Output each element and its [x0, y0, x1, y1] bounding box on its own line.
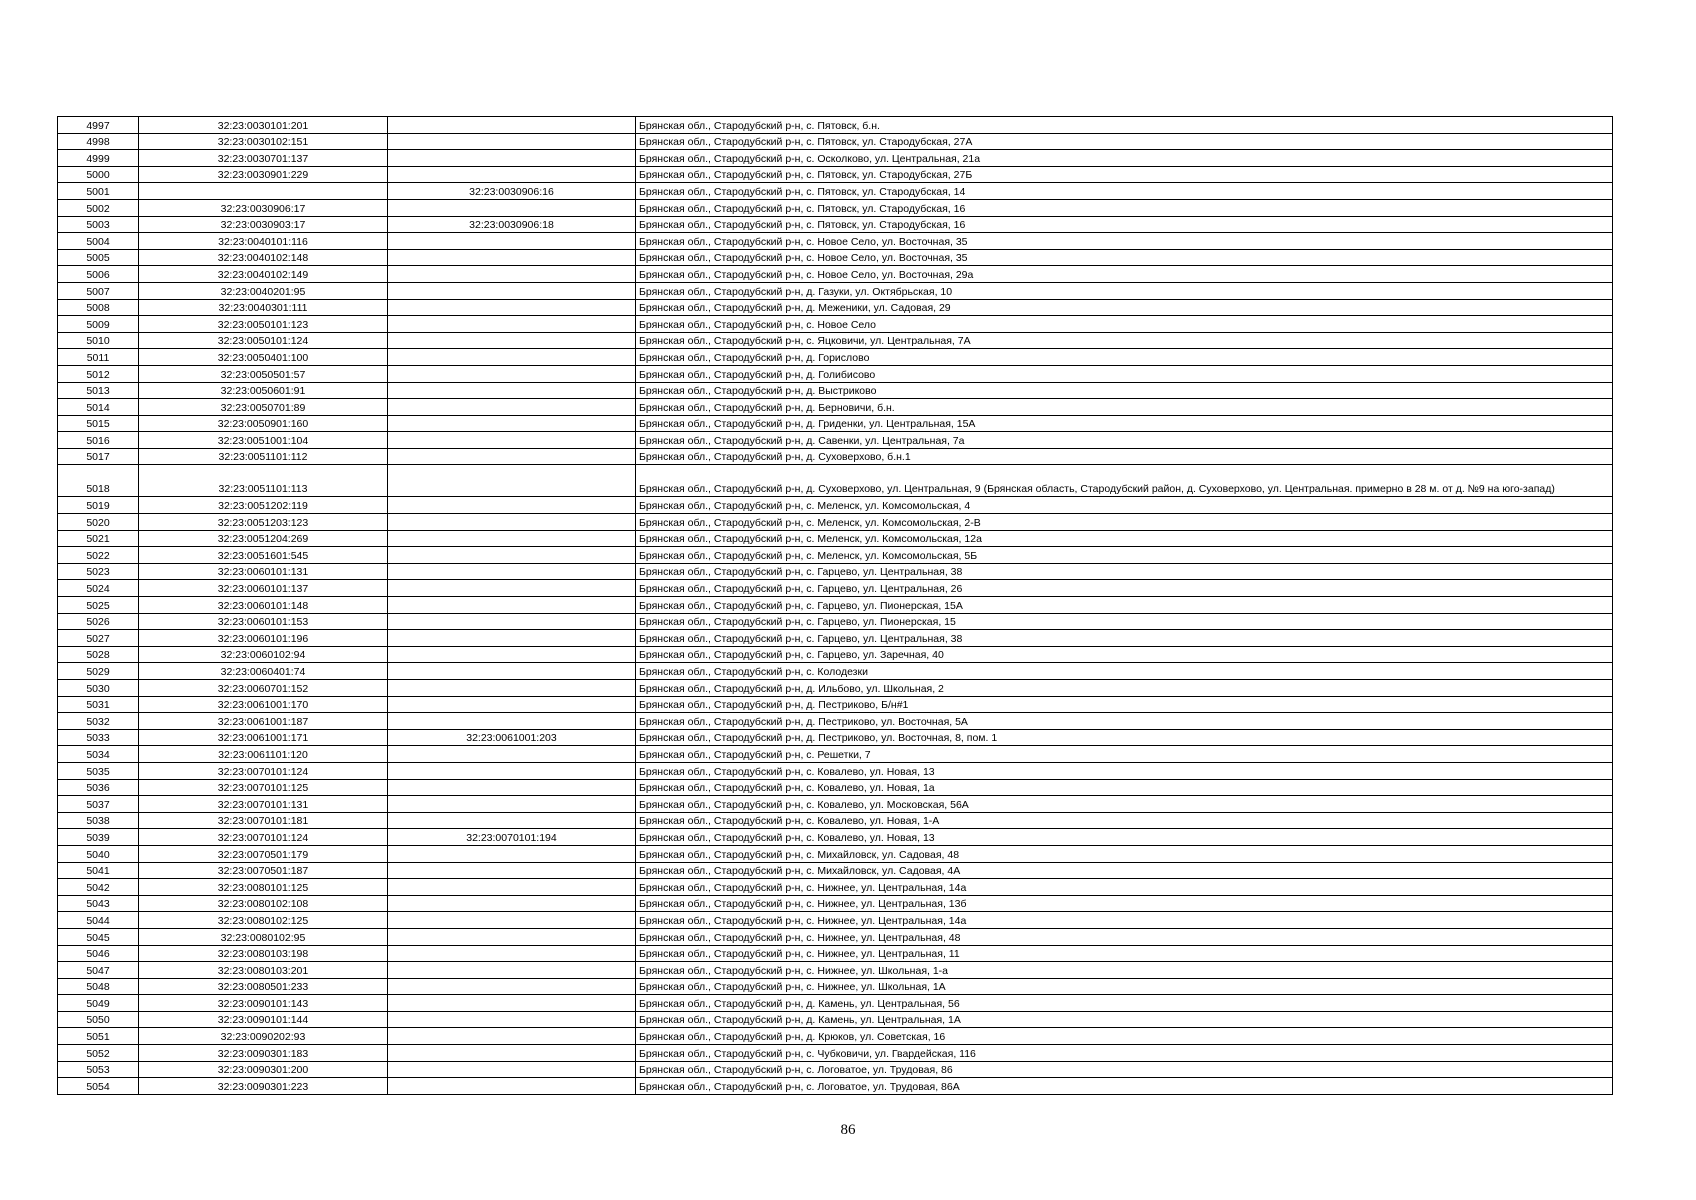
table-row: [58, 117, 1613, 134]
address-cell: Брянская обл., Стародубский р-н, с. Осколково, ул. Центральная, 21а: [636, 150, 1613, 167]
address-cell: Брянская обл., Стародубский р-н, с. Логоватое, ул. Трудовая, 86: [636, 1061, 1613, 1078]
related-cadastral-number-cell: [388, 1011, 636, 1028]
address-cell: Брянская обл., Стародубский р-н, д. Ильбово, ул. Школьная, 2: [636, 680, 1613, 697]
cadastral-number-cell: 32:23:0070101:181: [139, 812, 388, 829]
cadastral-number-cell: 32:23:0050101:123: [139, 316, 388, 333]
address-cell: Брянская обл., Стародубский р-н, с. Меленск, ул. Комсомольская, 12а: [636, 530, 1613, 547]
row-number-cell: 5029: [58, 663, 139, 680]
address-cell: Брянская обл., Стародубский р-н, с. Нижнее, ул. Школьная, 1А: [636, 978, 1613, 995]
row-number-cell: 5008: [58, 299, 139, 316]
row-number-cell: 5003: [58, 216, 139, 233]
table-row: [58, 580, 1613, 597]
row-number-cell: 5052: [58, 1045, 139, 1062]
row-number-cell: 5051: [58, 1028, 139, 1045]
address-cell: Брянская обл., Стародубский р-н, с. Гарцево, ул. Заречная, 40: [636, 646, 1613, 663]
cadastral-number-cell: 32:23:0060101:131: [139, 563, 388, 580]
row-number-cell: 5042: [58, 879, 139, 896]
related-cadastral-number-cell: [388, 233, 636, 250]
table-row: [58, 862, 1613, 879]
cadastral-number-cell: 32:23:0061101:120: [139, 746, 388, 763]
cadastral-number-cell: 32:23:0090301:223: [139, 1078, 388, 1095]
row-number-cell: 5030: [58, 680, 139, 697]
table-row: [58, 233, 1613, 250]
cadastral-number-cell: 32:23:0080501:233: [139, 978, 388, 995]
address-cell: Брянская обл., Стародубский р-н, д. Горислово: [636, 349, 1613, 366]
related-cadastral-number-cell: [388, 978, 636, 995]
related-cadastral-number-cell: [388, 150, 636, 167]
row-number-cell: 5034: [58, 746, 139, 763]
page-number: 86: [840, 1122, 856, 1138]
address-cell: Брянская обл., Стародубский р-н, с. Нижнее, ул. Центральная, 14а: [636, 912, 1613, 929]
cadastral-number-cell: 32:23:0040201:95: [139, 282, 388, 299]
table-row: [58, 779, 1613, 796]
address-cell: Брянская обл., Стародубский р-н, д. Голибисово: [636, 365, 1613, 382]
row-number-cell: 5024: [58, 580, 139, 597]
address-cell: Брянская обл., Стародубский р-н, с. Ковалево, ул. Новая, 13: [636, 829, 1613, 846]
cadastral-number-cell: 32:23:0070101:131: [139, 796, 388, 813]
row-number-cell: 5017: [58, 448, 139, 465]
related-cadastral-number-cell: [388, 928, 636, 945]
cadastral-number-cell: 32:23:0070501:187: [139, 862, 388, 879]
related-cadastral-number-cell: [388, 995, 636, 1012]
address-cell: Брянская обл., Стародубский р-н, с. Решетки, 7: [636, 746, 1613, 763]
address-cell: Брянская обл., Стародубский р-н, д. Пестриково, Б/н#1: [636, 696, 1613, 713]
address-cell: Брянская обл., Стародубский р-н, с. Яцковичи, ул. Центральная, 7А: [636, 332, 1613, 349]
cadastral-number-cell: 32:23:0040101:116: [139, 233, 388, 250]
cadastral-number-cell: 32:23:0060101:196: [139, 630, 388, 647]
address-cell: Брянская обл., Стародубский р-н, д. Суховерхово, б.н.1: [636, 448, 1613, 465]
address-cell: Брянская обл., Стародубский р-н, с. Гарцево, ул. Центральная, 38: [636, 630, 1613, 647]
address-cell: Брянская обл., Стародубский р-н, д. Суховерхово, ул. Центральная, 9 (Брянская область, Стародубский район, д. Суховерхово, ул. Центральная. примерно в 28 м. от д. №9 на юго-запад): [636, 465, 1613, 497]
related-cadastral-number-cell: [388, 1028, 636, 1045]
address-cell: Брянская обл., Стародубский р-н, д. Меженики, ул. Садовая, 29: [636, 299, 1613, 316]
address-cell: Брянская обл., Стародубский р-н, с. Чубковичи, ул. Гвардейская, 116: [636, 1045, 1613, 1062]
related-cadastral-number-cell: [388, 448, 636, 465]
table-row: [58, 166, 1613, 183]
address-cell: Брянская обл., Стародубский р-н, с. Пятовск, ул. Стародубская, 27Б: [636, 166, 1613, 183]
table-row: [58, 432, 1613, 449]
address-cell: Брянская обл., Стародубский р-н, с. Меленск, ул. Комсомольская, 5Б: [636, 547, 1613, 564]
address-cell: Брянская обл., Стародубский р-н, д. Камень, ул. Центральная, 56: [636, 995, 1613, 1012]
cadastral-number-cell: 32:23:0050401:100: [139, 349, 388, 366]
row-number-cell: 5036: [58, 779, 139, 796]
address-cell: Брянская обл., Стародубский р-н, д. Берновичи, б.н.: [636, 399, 1613, 416]
related-cadastral-number-cell: [388, 166, 636, 183]
table-row: [58, 829, 1613, 846]
related-cadastral-number-cell: [388, 316, 636, 333]
address-cell: Брянская обл., Стародубский р-н, с. Пятовск, б.н.: [636, 117, 1613, 134]
table-row: [58, 845, 1613, 862]
related-cadastral-number-cell: [388, 762, 636, 779]
address-cell: Брянская обл., Стародубский р-н, с. Новое Село, ул. Восточная, 35: [636, 233, 1613, 250]
related-cadastral-number-cell: [388, 895, 636, 912]
related-cadastral-number-cell: [388, 812, 636, 829]
row-number-cell: 5014: [58, 399, 139, 416]
row-number-cell: 5019: [58, 497, 139, 514]
cadastral-number-cell: 32:23:0050501:57: [139, 365, 388, 382]
table-row: [58, 399, 1613, 416]
related-cadastral-number-cell: [388, 282, 636, 299]
address-cell: Брянская обл., Стародубский р-н, д. Гриденки, ул. Центральная, 15А: [636, 415, 1613, 432]
table-row: [58, 183, 1613, 200]
address-cell: Брянская обл., Стародубский р-н, с. Нижнее, ул. Центральная, 14а: [636, 879, 1613, 896]
row-number-cell: 5050: [58, 1011, 139, 1028]
row-number-cell: 5001: [58, 183, 139, 200]
cadastral-number-cell: 32:23:0061001:187: [139, 713, 388, 730]
table-row: [58, 796, 1613, 813]
related-cadastral-number-cell: [388, 713, 636, 730]
related-cadastral-number-cell: [388, 382, 636, 399]
address-cell: Брянская обл., Стародубский р-н, с. Ковалево, ул. Новая, 13: [636, 762, 1613, 779]
row-number-cell: 5047: [58, 962, 139, 979]
cadastral-number-cell: 32:23:0030906:17: [139, 199, 388, 216]
related-cadastral-number-cell: [388, 399, 636, 416]
table-row: [58, 563, 1613, 580]
address-cell: Брянская обл., Стародубский р-н, с. Пятовск, ул. Стародубская, 16: [636, 216, 1613, 233]
row-number-cell: 5044: [58, 912, 139, 929]
related-cadastral-number-cell: [388, 646, 636, 663]
cadastral-number-cell: 32:23:0050101:124: [139, 332, 388, 349]
table-row: [58, 282, 1613, 299]
cadastral-number-cell: 32:23:0050601:91: [139, 382, 388, 399]
row-number-cell: 5020: [58, 514, 139, 531]
row-number-cell: 5040: [58, 845, 139, 862]
address-cell: Брянская обл., Стародубский р-н, с. Ковалево, ул. Московская, 56А: [636, 796, 1613, 813]
cadastral-number-cell: 32:23:0050701:89: [139, 399, 388, 416]
address-cell: Брянская обл., Стародубский р-н, с. Михайловск, ул. Садовая, 4А: [636, 862, 1613, 879]
related-cadastral-number-cell: [388, 962, 636, 979]
row-number-cell: 5039: [58, 829, 139, 846]
table-row: [58, 382, 1613, 399]
related-cadastral-number-cell: [388, 796, 636, 813]
related-cadastral-number-cell: [388, 945, 636, 962]
cadastral-number-cell: 32:23:0080103:201: [139, 962, 388, 979]
table-row: [58, 928, 1613, 945]
table-row: [58, 266, 1613, 283]
row-number-cell: 5026: [58, 613, 139, 630]
related-cadastral-number-cell: [388, 365, 636, 382]
related-cadastral-number-cell: [388, 613, 636, 630]
table-row: [58, 1028, 1613, 1045]
table-row: [58, 945, 1613, 962]
related-cadastral-number-cell: [388, 349, 636, 366]
cadastral-number-cell: 32:23:0080102:125: [139, 912, 388, 929]
cadastral-number-cell: 32:23:0051001:104: [139, 432, 388, 449]
row-number-cell: 5037: [58, 796, 139, 813]
table-row: [58, 349, 1613, 366]
table-row: [58, 762, 1613, 779]
table-row: [58, 630, 1613, 647]
cadastral-number-cell: 32:23:0070101:124: [139, 762, 388, 779]
cadastral-number-cell: 32:23:0090301:200: [139, 1061, 388, 1078]
address-cell: Брянская обл., Стародубский р-н, с. Новое Село, ул. Восточная, 35: [636, 249, 1613, 266]
row-number-cell: 5053: [58, 1061, 139, 1078]
table-row: [58, 249, 1613, 266]
related-cadastral-number-cell: [388, 514, 636, 531]
related-cadastral-number-cell: [388, 497, 636, 514]
row-number-cell: 5033: [58, 729, 139, 746]
cadastral-number-cell: 32:23:0070101:124: [139, 829, 388, 846]
row-number-cell: 5054: [58, 1078, 139, 1095]
related-cadastral-number-cell: [388, 332, 636, 349]
row-number-cell: 4997: [58, 117, 139, 134]
related-cadastral-number-cell: 32:23:0030906:16: [388, 183, 636, 200]
related-cadastral-number-cell: [388, 547, 636, 564]
related-cadastral-number-cell: [388, 1078, 636, 1095]
related-cadastral-number-cell: [388, 530, 636, 547]
related-cadastral-number-cell: [388, 249, 636, 266]
address-cell: Брянская обл., Стародубский р-н, с. Нижнее, ул. Центральная, 11: [636, 945, 1613, 962]
related-cadastral-number-cell: [388, 912, 636, 929]
cadastral-number-cell: 32:23:0050901:160: [139, 415, 388, 432]
table-body: [58, 117, 1613, 1095]
row-number-cell: 5038: [58, 812, 139, 829]
row-number-cell: 5028: [58, 646, 139, 663]
table-row: [58, 696, 1613, 713]
address-cell: Брянская обл., Стародубский р-н, д. Камень, ул. Центральная, 1А: [636, 1011, 1613, 1028]
row-number-cell: 5031: [58, 696, 139, 713]
row-number-cell: 5049: [58, 995, 139, 1012]
cadastral-number-cell: 32:23:0040102:148: [139, 249, 388, 266]
related-cadastral-number-cell: 32:23:0070101:194: [388, 829, 636, 846]
related-cadastral-number-cell: [388, 580, 636, 597]
related-cadastral-number-cell: [388, 879, 636, 896]
address-cell: Брянская обл., Стародубский р-н, с. Пятовск, ул. Стародубская, 27А: [636, 133, 1613, 150]
cadastral-number-cell: 32:23:0030101:201: [139, 117, 388, 134]
row-number-cell: 5016: [58, 432, 139, 449]
row-number-cell: 5021: [58, 530, 139, 547]
related-cadastral-number-cell: [388, 663, 636, 680]
address-cell: Брянская обл., Стародубский р-н, д. Пестриково, ул. Восточная, 8, пом. 1: [636, 729, 1613, 746]
row-number-cell: 5002: [58, 199, 139, 216]
table-row: [58, 530, 1613, 547]
cadastral-number-cell: 32:23:0090301:183: [139, 1045, 388, 1062]
row-number-cell: 4998: [58, 133, 139, 150]
address-cell: Брянская обл., Стародубский р-н, с. Гарцево, ул. Пионерская, 15А: [636, 597, 1613, 614]
address-cell: Брянская обл., Стародубский р-н, д. Газуки, ул. Октябрьская, 10: [636, 282, 1613, 299]
cadastral-number-cell: 32:23:0061001:171: [139, 729, 388, 746]
table-row: [58, 729, 1613, 746]
related-cadastral-number-cell: [388, 1045, 636, 1062]
cadastral-number-cell: 32:23:0061001:170: [139, 696, 388, 713]
table-row: [58, 680, 1613, 697]
cadastral-number-cell: 32:23:0030903:17: [139, 216, 388, 233]
related-cadastral-number-cell: [388, 432, 636, 449]
row-number-cell: 5010: [58, 332, 139, 349]
table-row: [58, 316, 1613, 333]
related-cadastral-number-cell: 32:23:0030906:18: [388, 216, 636, 233]
row-number-cell: 5012: [58, 365, 139, 382]
table-row: [58, 663, 1613, 680]
related-cadastral-number-cell: [388, 266, 636, 283]
related-cadastral-number-cell: [388, 465, 636, 497]
table-row: [58, 746, 1613, 763]
address-cell: Брянская обл., Стародубский р-н, д. Крюков, ул. Советская, 16: [636, 1028, 1613, 1045]
table-row: [58, 199, 1613, 216]
table-row: [58, 448, 1613, 465]
row-number-cell: 5046: [58, 945, 139, 962]
table-row: [58, 1061, 1613, 1078]
row-number-cell: 5035: [58, 762, 139, 779]
related-cadastral-number-cell: [388, 415, 636, 432]
related-cadastral-number-cell: [388, 862, 636, 879]
address-cell: Брянская обл., Стародубский р-н, с. Ковалево, ул. Новая, 1а: [636, 779, 1613, 796]
related-cadastral-number-cell: [388, 133, 636, 150]
row-number-cell: 5009: [58, 316, 139, 333]
row-number-cell: 5022: [58, 547, 139, 564]
row-number-cell: 5007: [58, 282, 139, 299]
row-number-cell: 5025: [58, 597, 139, 614]
table-row: [58, 514, 1613, 531]
cadastral-number-cell: 32:23:0060401:74: [139, 663, 388, 680]
table-row: [58, 465, 1613, 497]
row-number-cell: 5000: [58, 166, 139, 183]
table-row: [58, 1011, 1613, 1028]
related-cadastral-number-cell: [388, 680, 636, 697]
related-cadastral-number-cell: [388, 630, 636, 647]
cadastral-number-cell: 32:23:0060101:148: [139, 597, 388, 614]
cadastral-number-cell: 32:23:0090101:144: [139, 1011, 388, 1028]
row-number-cell: 5048: [58, 978, 139, 995]
address-cell: Брянская обл., Стародубский р-н, с. Пятовск, ул. Стародубская, 16: [636, 199, 1613, 216]
related-cadastral-number-cell: [388, 779, 636, 796]
related-cadastral-number-cell: [388, 199, 636, 216]
related-cadastral-number-cell: [388, 299, 636, 316]
related-cadastral-number-cell: [388, 746, 636, 763]
address-cell: Брянская обл., Стародубский р-н, с. Меленск, ул. Комсомольская, 2-В: [636, 514, 1613, 531]
cadastral-number-cell: 32:23:0080103:198: [139, 945, 388, 962]
cadastral-number-cell: 32:23:0070101:125: [139, 779, 388, 796]
row-number-cell: 5043: [58, 895, 139, 912]
property-table: [57, 116, 1613, 1095]
row-number-cell: 5013: [58, 382, 139, 399]
cadastral-number-cell: 32:23:0060101:153: [139, 613, 388, 630]
related-cadastral-number-cell: [388, 845, 636, 862]
cadastral-number-cell: 32:23:0090101:143: [139, 995, 388, 1012]
cadastral-number-cell: 32:23:0080102:95: [139, 928, 388, 945]
related-cadastral-number-cell: [388, 117, 636, 134]
address-cell: Брянская обл., Стародубский р-н, с. Нижнее, ул. Центральная, 13б: [636, 895, 1613, 912]
row-number-cell: 5032: [58, 713, 139, 730]
cadastral-number-cell: 32:23:0080102:108: [139, 895, 388, 912]
cadastral-number-cell: 32:23:0030701:137: [139, 150, 388, 167]
table-row: [58, 879, 1613, 896]
table-row: [58, 597, 1613, 614]
table-row: [58, 547, 1613, 564]
address-cell: Брянская обл., Стародубский р-н, д. Выстриково: [636, 382, 1613, 399]
table-row: [58, 299, 1613, 316]
related-cadastral-number-cell: [388, 563, 636, 580]
address-cell: Брянская обл., Стародубский р-н, с. Гарцево, ул. Пионерская, 15: [636, 613, 1613, 630]
cadastral-number-cell: 32:23:0051101:113: [139, 465, 388, 497]
table-row: [58, 978, 1613, 995]
row-number-cell: 5023: [58, 563, 139, 580]
row-number-cell: 5041: [58, 862, 139, 879]
address-cell: Брянская обл., Стародубский р-н, с. Гарцево, ул. Центральная, 26: [636, 580, 1613, 597]
address-cell: Брянская обл., Стародубский р-н, с. Меленск, ул. Комсомольская, 4: [636, 497, 1613, 514]
row-number-cell: 5011: [58, 349, 139, 366]
table-row: [58, 895, 1613, 912]
related-cadastral-number-cell: [388, 1061, 636, 1078]
table-row: [58, 497, 1613, 514]
cadastral-number-cell: 32:23:0051601:545: [139, 547, 388, 564]
address-cell: Брянская обл., Стародубский р-н, с. Новое Село, ул. Восточная, 29а: [636, 266, 1613, 283]
related-cadastral-number-cell: [388, 696, 636, 713]
table-row: [58, 1045, 1613, 1062]
related-cadastral-number-cell: 32:23:0061001:203: [388, 729, 636, 746]
address-cell: Брянская обл., Стародубский р-н, с. Нижнее, ул. Центральная, 48: [636, 928, 1613, 945]
address-cell: Брянская обл., Стародубский р-н, с. Ковалево, ул. Новая, 1-А: [636, 812, 1613, 829]
table-row: [58, 912, 1613, 929]
cadastral-number-cell: 32:23:0090202:93: [139, 1028, 388, 1045]
cadastral-number-cell: [139, 183, 388, 200]
cadastral-number-cell: 32:23:0070501:179: [139, 845, 388, 862]
row-number-cell: 5045: [58, 928, 139, 945]
cadastral-number-cell: 32:23:0051101:112: [139, 448, 388, 465]
table-row: [58, 365, 1613, 382]
cadastral-number-cell: 32:23:0051204:269: [139, 530, 388, 547]
table-row: [58, 150, 1613, 167]
table-row: [58, 1078, 1613, 1095]
cadastral-number-cell: 32:23:0060101:137: [139, 580, 388, 597]
related-cadastral-number-cell: [388, 597, 636, 614]
address-cell: Брянская обл., Стародубский р-н, с. Колодезки: [636, 663, 1613, 680]
cadastral-number-cell: 32:23:0060102:94: [139, 646, 388, 663]
cadastral-number-cell: 32:23:0040102:149: [139, 266, 388, 283]
cadastral-number-cell: 32:23:0030901:229: [139, 166, 388, 183]
table-row: [58, 995, 1613, 1012]
address-cell: Брянская обл., Стародубский р-н, с. Логоватое, ул. Трудовая, 86А: [636, 1078, 1613, 1095]
table-row: [58, 713, 1613, 730]
row-number-cell: 5006: [58, 266, 139, 283]
address-cell: Брянская обл., Стародубский р-н, с. Нижнее, ул. Школьная, 1-а: [636, 962, 1613, 979]
address-cell: Брянская обл., Стародубский р-н, д. Пестриково, ул. Восточная, 5А: [636, 713, 1613, 730]
row-number-cell: 5018: [58, 465, 139, 497]
table-row: [58, 415, 1613, 432]
row-number-cell: 5005: [58, 249, 139, 266]
table-row: [58, 133, 1613, 150]
table-row: [58, 613, 1613, 630]
address-cell: Брянская обл., Стародубский р-н, с. Михайловск, ул. Садовая, 48: [636, 845, 1613, 862]
table-row: [58, 646, 1613, 663]
table-row: [58, 812, 1613, 829]
cadastral-number-cell: 32:23:0060701:152: [139, 680, 388, 697]
address-cell: Брянская обл., Стародубский р-н, с. Пятовск, ул. Стародубская, 14: [636, 183, 1613, 200]
cadastral-number-cell: 32:23:0040301:111: [139, 299, 388, 316]
address-cell: Брянская обл., Стародубский р-н, д. Савенки, ул. Центральная, 7а: [636, 432, 1613, 449]
address-cell: Брянская обл., Стародубский р-н, с. Новое Село: [636, 316, 1613, 333]
cadastral-number-cell: 32:23:0080101:125: [139, 879, 388, 896]
address-cell: Брянская обл., Стародубский р-н, с. Гарцево, ул. Центральная, 38: [636, 563, 1613, 580]
cadastral-number-cell: 32:23:0030102:151: [139, 133, 388, 150]
table-row: [58, 332, 1613, 349]
row-number-cell: 4999: [58, 150, 139, 167]
row-number-cell: 5004: [58, 233, 139, 250]
cadastral-number-cell: 32:23:0051202:119: [139, 497, 388, 514]
table-row: [58, 962, 1613, 979]
cadastral-number-cell: 32:23:0051203:123: [139, 514, 388, 531]
table-row: [58, 216, 1613, 233]
row-number-cell: 5027: [58, 630, 139, 647]
row-number-cell: 5015: [58, 415, 139, 432]
